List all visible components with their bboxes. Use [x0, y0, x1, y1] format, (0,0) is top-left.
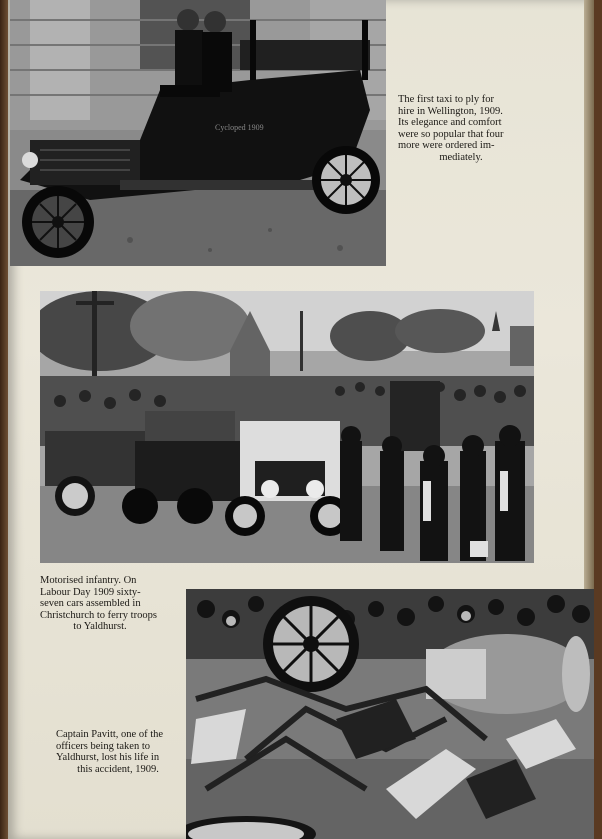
caption-first-taxi [398, 94, 524, 163]
caption-line: Motorised infantry. On [40, 575, 137, 586]
caption-line: this accident, 1909. [77, 763, 159, 775]
front-wheel [22, 186, 94, 258]
photo-motorised-infantry [40, 291, 534, 563]
caption-line: Yaldhurst, lost his life in [56, 752, 160, 763]
accident-illustration [186, 589, 594, 839]
infantry-illustration [40, 291, 534, 563]
caption-line: Labour Day 1909 sixty- [40, 586, 141, 598]
caption-line: mediately. [439, 151, 483, 163]
caption-line: more were ordered im- [398, 140, 495, 151]
caption-line: officers being taken to [56, 740, 150, 752]
door-plate-text: Cycloped 1909 [215, 123, 264, 132]
caption-accident [56, 729, 180, 775]
caption-line: Its elegance and comfort [398, 117, 502, 128]
photo-accident [186, 589, 594, 839]
caption-line: seven cars assembled in [40, 598, 141, 609]
caption-motorised-infantry [40, 575, 160, 633]
caption-line: were so popular that four [398, 128, 504, 140]
caption-line: Christchurch to ferry troops [40, 609, 157, 621]
taxi-illustration [10, 0, 386, 266]
caption-line: to Yaldhurst. [73, 621, 127, 632]
rear-wheel [312, 146, 380, 214]
photo-first-taxi [10, 0, 386, 266]
caption-line: Captain Pavitt, one of the [56, 729, 164, 740]
wreck-wheel [263, 596, 359, 692]
caption-line: The first taxi to ply for [398, 94, 494, 105]
caption-line: hire in Wellington, 1909. [398, 105, 503, 117]
